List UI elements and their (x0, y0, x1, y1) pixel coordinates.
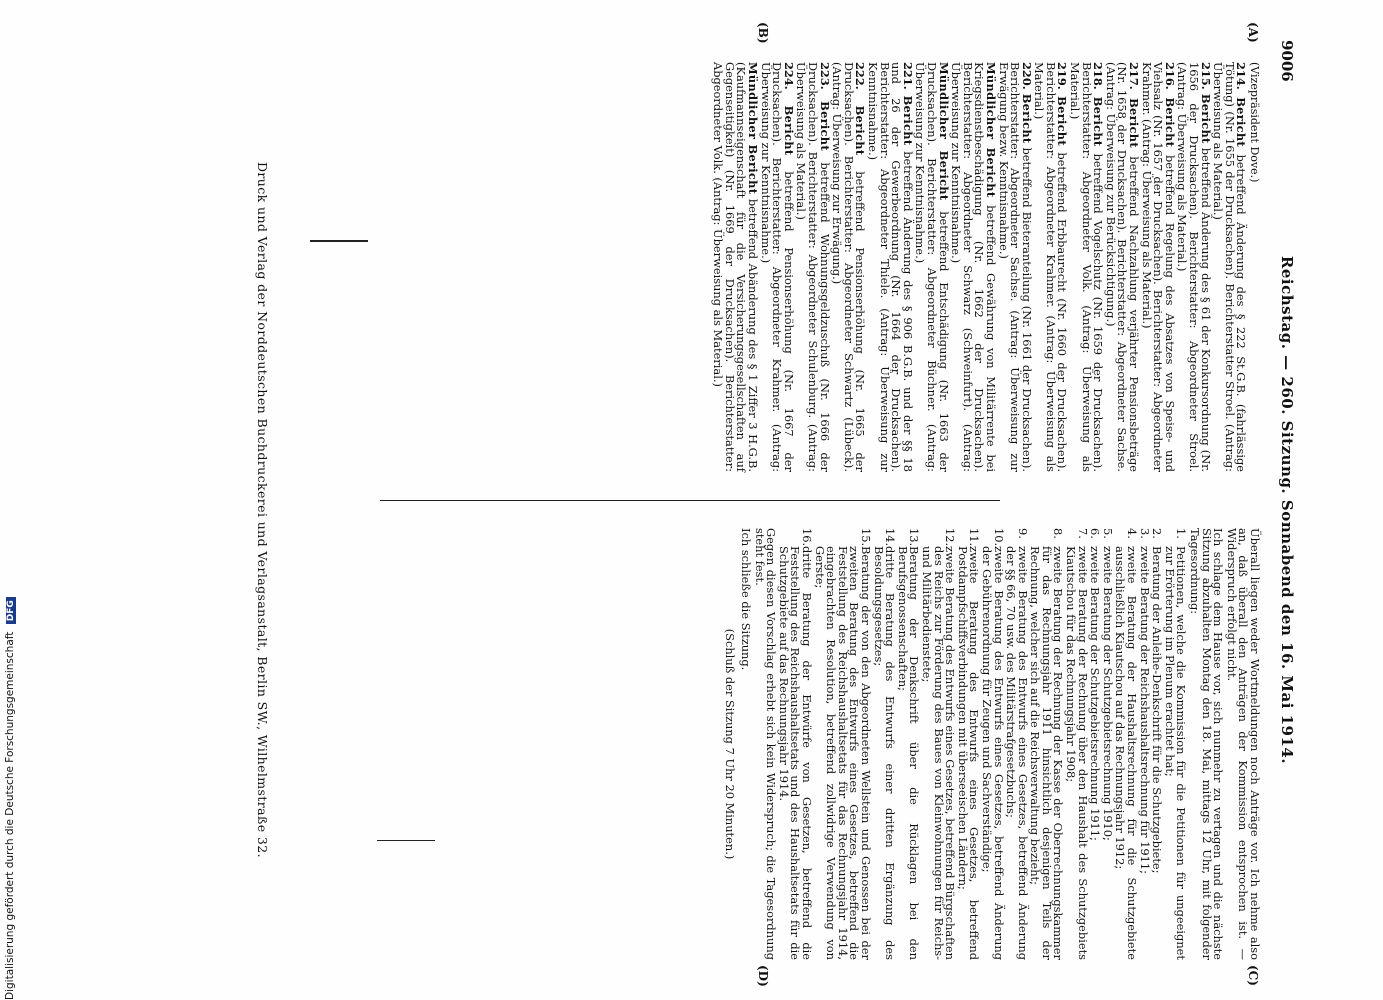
proposal-paragraph: Ich schlage dem Hause vor, sich nunmehr zu vertagen und die nächste Sitzung abzuhalten Montag den 18. Mai, mittags 12 Uhr, mit folgender Tagesordnung: (1188, 528, 1226, 960)
report-item (759, 62, 794, 472)
agenda-item-text: zweite Beratung der Rechnung der Kasse der Oberrechnungskammer für das Rechnungsjahr 1911 hinsichtlich desjenigen Teils der Rechnung, welcher sich auf die Reichsverwaltung bezieht; (1028, 546, 1066, 960)
report-item (1069, 62, 1104, 472)
agenda-item-text: zweite Beratung der Haushaltsrechnung für die Schutzgebiete ausschließlich Kiautschou auf das Rechnungsjahr 1912; (1113, 546, 1140, 960)
closing-paragraph: Ich schließe die Sitzung. (739, 528, 754, 671)
agenda-item (1029, 528, 1064, 960)
report-item-kind: Bericht (1162, 97, 1177, 148)
page-header (1272, 40, 1300, 980)
agenda-item-number: 15. (859, 528, 873, 547)
agenda-item (1162, 528, 1189, 960)
report-item (1033, 62, 1068, 472)
column-divider (380, 500, 1000, 501)
report-item-kind: Bericht (817, 101, 832, 151)
report-item-text: betreffend Änderung des § 61 der Konkursordnung (Nr. 1656 der Drucksachen). Berichterstatter: Abgeordneter Stroel. (Antrag: Überweisung als Material.) (1175, 62, 1213, 473)
agenda-item-text: Beratung der von den Abgeordneten Wellstein und Genossen bei der zweiten Beratung des Entwurfs eines Gesetzes, betreffend die Feststellung des Reichshaushaltsetats für das Rechnungsjahr 1914, eingebrachten Resolution, betreffend zollwidrige Verwendung von Gerste; (812, 546, 873, 960)
report-item-text: betreffend Pensionserhöhung (Nr. 1667 der Drucksachen). Berichterstatter: Abgeordneter Krahmer. (Antrag: Überweisung zur Kenntnisnahme.) (758, 62, 796, 472)
funding-text: Digitalisierung gefördert durch die Deutsche Forschungsgemeinschaft (4, 631, 16, 1000)
agenda-item-number: 5. (1100, 528, 1115, 539)
agenda-item-number: 1. (1174, 528, 1189, 539)
agenda-item (955, 528, 982, 960)
report-item (866, 62, 915, 472)
intro-paragraph: Überall liegen weder Wortmeldungen noch Anträge vor. Ich nehme also an, daß überall den Anträgen der Kommission entsprochen ist. — Widerspruch erfolgt nicht. (1224, 528, 1262, 960)
report-item-kind: Bericht (1198, 93, 1213, 144)
report-item-number: 215. (1198, 62, 1213, 90)
agenda-item-text: Petitionen, welche die Kommission für die Petitionen für ungeeignet zur Erörterung im Plenum erachtet hat; (1162, 546, 1189, 960)
report-item-kind: Mündlicher Bericht (983, 62, 998, 198)
speaker-note: (Vizepräsident Dove.) (1248, 62, 1261, 183)
report-item-number: 217. (1127, 62, 1142, 90)
report-item-text: betreffend Erbbaurecht (Nr. 1660 der Drucksachen). Berichterstatter: Abgeordneter Krahmer. (Antrag: Überweisung als Material.) (1032, 62, 1070, 473)
report-item-text: betreffend Regelung des Absatzes von Speise- und Viehsalz (Nr. 1657 der Drucksachen). Berichterstatter: Abgeordneter Krahmer. (Antrag: Überweisung als Material.) (1139, 62, 1177, 473)
report-item-text: betreffend Nachzahlung verjährter Pensionsbeträge (Nr. 1658 der Drucksachen). Berichterstatter: Abgeordneter Sachse. (Antrag: Überweisung zur Berücksichtigung.) (1103, 62, 1142, 472)
agenda-item-number: 12. (943, 528, 958, 547)
report-item-number: 219. (1055, 62, 1070, 90)
agenda-item-number: 8. (1051, 528, 1066, 539)
report-item-kind: Bericht (1055, 96, 1070, 146)
agenda-item (979, 528, 1006, 960)
report-item-kind: Bericht (1019, 93, 1034, 144)
short-divider (310, 240, 368, 242)
report-item-kind: Bericht (781, 105, 796, 156)
report-item (1140, 62, 1175, 472)
report-item (997, 62, 1032, 472)
report-item-number: 216. (1162, 62, 1177, 90)
report-item-number: 221. (900, 62, 915, 90)
report-item-kind: Mündlicher Bericht (746, 62, 761, 195)
agenda-item-text: zweite Beratung des Entwurfs eines Gesetzes, betreffend Postdampfschiffsverbindungen mit überseeischen Ländern; (955, 546, 982, 960)
agenda-item-number: 3. (1137, 528, 1152, 539)
agenda-item (895, 528, 922, 960)
agenda-item (1101, 528, 1113, 960)
end-divider (377, 840, 435, 841)
report-item-kind: Bericht (1234, 97, 1249, 147)
right-column (712, 528, 1260, 960)
report-item-kind: Mündlicher Bericht (936, 62, 951, 201)
margin-mark-c: (C) (1246, 965, 1260, 986)
agenda-item-text: zweite Beratung der Reichshaushaltsrechnung für 1911; (1137, 546, 1152, 874)
agenda-item (813, 528, 871, 960)
agenda-item-number: 6. (1088, 528, 1103, 539)
agenda-item-number: 4. (1125, 528, 1140, 539)
agenda-item (871, 528, 898, 960)
agenda-item (1089, 528, 1101, 960)
rotated-document-page (225, 22, 1300, 987)
report-item-text: betreffend Pensionserhöhung (Nr. 1665 der Drucksachen). Berichterstatter: Abgeordneter Schwartz (Lübeck). (Antrag: Überweisung zur Erwägung.) (830, 62, 868, 472)
page-number: 9006 (1278, 40, 1296, 82)
agenda-item (776, 528, 815, 960)
report-item-kind: Bericht (900, 95, 915, 146)
report-item-kind: Bericht (1127, 98, 1142, 148)
report-item-text: betreffend Entschädigung (Nr. 1663 der Drucksachen). Berichterstatter: Abgeordneter Büchner. (Antrag: Überweisung zur Kenntnisnahme.) (913, 62, 951, 472)
agenda-item (1065, 528, 1088, 960)
agenda-item-text: zweite Beratung des Entwurfs eines Gesetzes, betreffend Bürgschaften des Reichs zur Förderung des Baues von Kleinwohnungen für Reichs- und Militärbedienstete; (919, 546, 958, 960)
report-item (1176, 62, 1211, 472)
agenda-item-text: zweite Beratung der Rechnung über den Haushalt des Schutzgebiets Kiautschou für das Rechnungsjahr 1908; (1064, 546, 1090, 960)
report-item-number: 220. (1019, 62, 1034, 90)
dfg-logo: DFG (6, 597, 16, 624)
agenda-item (1138, 528, 1150, 960)
report-item-text: betreffend Bieteranteilung (Nr. 1661 der Drucksachen). Berichterstatter: Abgeordneter Sachse. (Antrag: Überweisung zur Erwägung bezw. Kenntnisnahme.) (996, 62, 1034, 473)
agenda-item-text: dritte Beratung des Entwurfs einer dritten Ergänzung des Besoldungsgesetzes; (871, 546, 898, 960)
margin-mark-d: (D) (756, 965, 770, 987)
agenda-item (1151, 528, 1163, 960)
margin-mark-a: (A) (1246, 22, 1260, 43)
agenda-item-text: zweite Beratung des Entwurfs eines Gesetzes, betreffend Änderung der §§ 66, 70 usw. des Militärstrafgesetzbuchs; (1004, 546, 1030, 960)
report-item (950, 62, 996, 472)
report-item (711, 62, 761, 472)
agenda-item-number: 11. (967, 528, 982, 547)
agenda-item-text: zweite Beratung des Entwurfs eines Gesetzes, betreffend Änderung der Gebührenordnung für Zeugen und Sachverständige; (979, 546, 1006, 960)
agenda-item (1113, 528, 1140, 960)
report-item-number: 224. (781, 62, 796, 90)
report-item-number: 222. (853, 62, 868, 90)
agenda-item-number: 10. (991, 528, 1006, 547)
agenda-item-text: zweite Beratung der Schutzgebietsrechnung 1911; (1088, 546, 1103, 841)
report-item-text: betreffend Abänderung des § 1 Ziffer 3 H.G.B. (Kaufmannseigenschaft für die Versicherungsgesellschaften auf Gegenseitigkeit) (Nr. 1669 der Drucksachen). Berichterstatter: Abgeordneter Volk. (Antrag: Überweisung als Material.) (711, 62, 761, 472)
report-item (1103, 62, 1142, 472)
report-item-text: betreffend Änderung des § 906 B.G.B. und der §§ 18 und 26 der Gewerbeordnung (Nr. 1664 der Drucksachen). Berichterstatter: Abgeordneter Thiele. (Antrag: Überweisung zur Kenntnisnahme.) (866, 62, 915, 472)
agenda-item-number: 7. (1075, 528, 1090, 539)
report-item-text: betreffend Vogelschutz (Nr. 1659 der Drucksachen). Berichterstatter: Abgeordneter Volk. (Antrag: Überweisung als Material.) (1068, 62, 1106, 472)
report-item-number: 218. (1091, 62, 1106, 90)
consent-paragraph: Gegen diesen Vorschlag erhebt sich kein Widerspruch; die Tagesordnung steht fest. (752, 528, 779, 960)
funding-note (4, 600, 16, 1000)
report-item-number: 214. (1234, 62, 1249, 90)
report-item-text: betreffend Änderung des § 222 St.G.B. (fahrlässige Tötung) (Nr. 1655 der Drucksachen). Berichterstatter Stroel. (Antrag: Überweisung als Material.) (1211, 62, 1249, 473)
report-item (1212, 62, 1247, 472)
report-item-number: 223. (817, 62, 832, 90)
report-list (712, 62, 1247, 472)
agenda-list (776, 528, 1189, 960)
agenda-item (919, 528, 958, 960)
report-item (831, 62, 866, 472)
page-running-title: Reichstag. — 260. Sitzung. Sonnabend den 16. Mai 1914. (1278, 255, 1296, 765)
agenda-item-text: dritte Beratung der Entwürfe von Gesetzen, betreffend die Feststellung des Reichshaushaltsetats und des Haushaltsetats für die Schutzgebiete auf das Rechnungsjahr 1914. (776, 546, 815, 960)
agenda-item-text: Beratung der Anleihe-Denkschrift für die Schutzgebiete; (1150, 546, 1165, 874)
report-item-text: betreffend Wohnungsgeldzuschuß (Nr. 1666 der Drucksachen). Berichterstatter: Abgeordneter Schulenburg. (Antrag: Überweisung als Material.) (794, 62, 832, 472)
agenda-item-text: zweite Beratung der Schutzgebietsrechnung 1910; (1100, 546, 1115, 841)
report-item (914, 62, 949, 472)
agenda-item-number: 13. (907, 528, 922, 547)
report-item-kind: Bericht (853, 105, 868, 156)
report-item-kind: Bericht (1091, 96, 1106, 147)
agenda-item-number: 14. (883, 528, 898, 547)
agenda-item-number: 2. (1150, 528, 1165, 539)
agenda-item-number: 16. (800, 528, 815, 547)
agenda-item-text: Beratung der Denkschrift über die Rücklagen bei den Berufsgenossenschaften; (895, 546, 922, 960)
report-item-text: betreffend Gewährung von Militärrente bei Kriegsdienstbeschädigung (Nr. 1662 der Drucksachen). Berichterstatter: Abgeordneter Schwarz (Schweinfurt). (Antrag: Überweisung zur Kenntnisnahme.) (949, 62, 998, 472)
margin-mark-b: (B) (756, 22, 770, 44)
agenda-item (1005, 528, 1028, 960)
session-end-note: (Schluß der Sitzung 7 Uhr 20 Minuten.) (723, 628, 738, 860)
left-column (711, 62, 1260, 472)
printer-imprint: Druck und Verlag der Norddeutschen Buchdruckerei und Verlagsanstalt, Berlin SW., Wilhelmstraße 32. (255, 162, 270, 858)
agenda-item-number: 9. (1015, 528, 1030, 539)
report-item (795, 62, 830, 472)
